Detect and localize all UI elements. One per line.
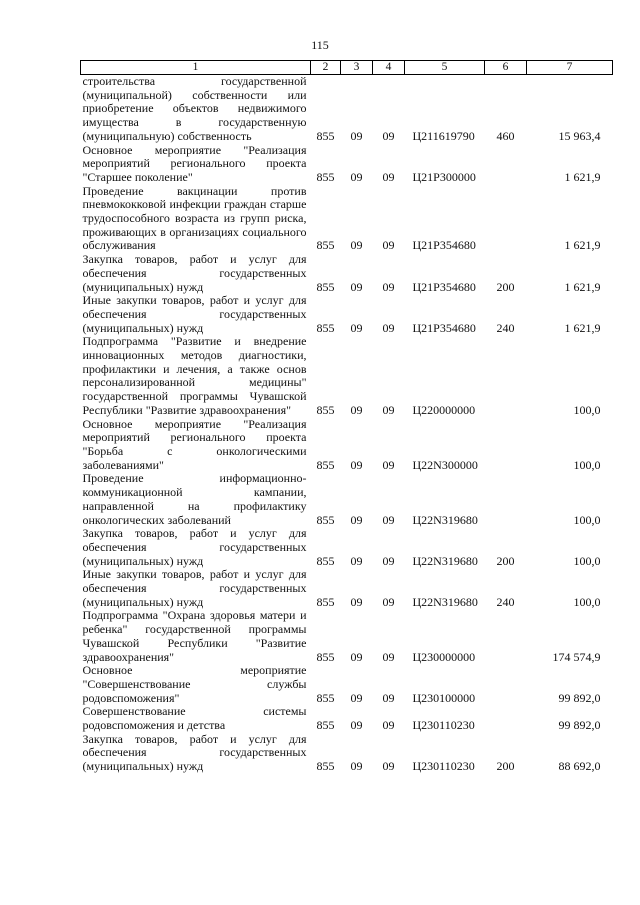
header-col-7: 7 <box>527 61 613 75</box>
row-subsection: 09 <box>382 238 395 253</box>
row-name: Подпрограмма "Развитие и внедрение инновационных методов диагностики, профилактики и лечения, а также основ персонализированной медицины" государственной программы Чувашской Республики "Развитие здравоохранения" <box>82 334 307 417</box>
row-section: 09 <box>350 594 363 609</box>
row-section: 09 <box>350 649 363 664</box>
row-target-article: Ц21P354680 <box>412 238 476 253</box>
table-row <box>81 733 613 774</box>
row-admin-code: 855 <box>316 238 335 253</box>
row-subsection: 09 <box>382 759 395 774</box>
row-name: Закупка товаров, работ и услуг для обеспечения государственных (муниципальных) нужд <box>82 731 307 774</box>
table-row <box>81 294 613 335</box>
row-expense-type: 460 <box>496 128 515 143</box>
row-subsection: 09 <box>382 553 395 568</box>
row-expense-type <box>485 418 527 473</box>
row-target-article: Ц22N319680 <box>412 553 478 568</box>
table-row <box>81 144 613 185</box>
row-section: 09 <box>350 238 363 253</box>
row-section: 09 <box>350 320 363 335</box>
row-target-article: Ц230110230 <box>412 718 475 733</box>
table-row <box>81 253 613 294</box>
row-admin-code: 855 <box>316 759 335 774</box>
table-row <box>81 75 613 144</box>
row-admin-code: 855 <box>316 649 335 664</box>
header-col-3: 3 <box>341 61 373 75</box>
row-expense-type <box>485 144 527 185</box>
row-name: Иные закупки товаров, работ и услуг для обеспечения государственных (муниципальных) нужд <box>82 293 307 335</box>
budget-table <box>80 60 613 774</box>
row-amount: 100,0 <box>573 457 601 472</box>
row-name: строительства государственной (муниципальной) собственности или приобретение объектов недвижимого имущества в государственную (муниципальную) собственность <box>82 74 307 143</box>
page-number: 115 <box>311 38 329 52</box>
row-section: 09 <box>350 553 363 568</box>
table-header <box>81 61 613 75</box>
row-name: Основное мероприятие "Совершенствование службы родовспоможения" <box>82 663 307 705</box>
row-name: Совершенствование системы родовспоможения и детства <box>82 704 307 733</box>
row-subsection: 09 <box>382 512 395 527</box>
row-target-article: Ц22N300000 <box>412 457 478 472</box>
row-amount: 88 692,0 <box>558 759 601 774</box>
row-amount: 100,0 <box>573 594 601 609</box>
row-admin-code: 855 <box>316 690 335 705</box>
row-amount: 99 892,0 <box>558 690 601 705</box>
row-expense-type <box>485 335 527 417</box>
row-target-article: Ц21P300000 <box>412 169 476 184</box>
row-target-article: Ц220000000 <box>412 402 476 417</box>
row-amount: 1 621,9 <box>564 320 601 335</box>
row-subsection: 09 <box>382 320 395 335</box>
table-row <box>81 527 613 568</box>
row-amount: 100,0 <box>573 512 601 527</box>
row-admin-code: 855 <box>316 553 335 568</box>
row-target-article: Ц22N319680 <box>412 594 478 609</box>
row-name: Подпрограмма "Охрана здоровья матери и ребенка" государственной программы Чувашской Республики "Развитие здравоохранения" <box>82 608 307 664</box>
row-admin-code: 855 <box>316 279 335 294</box>
row-admin-code: 855 <box>316 320 335 335</box>
row-expense-type <box>485 705 527 732</box>
row-section: 09 <box>350 718 363 733</box>
row-subsection: 09 <box>382 690 395 705</box>
row-name: Основное мероприятие "Реализация мероприятий регионального проекта "Борьба с онкологическими заболеваниями" <box>82 416 307 472</box>
header-col-4: 4 <box>373 61 405 75</box>
row-target-article: Ц230100000 <box>412 690 476 705</box>
header-row <box>81 61 613 75</box>
row-subsection: 09 <box>382 279 395 294</box>
table-row <box>81 609 613 664</box>
table-row <box>81 705 613 732</box>
row-target-article: Ц21P354680 <box>412 279 476 294</box>
row-name: Закупка товаров, работ и услуг для обеспечения государственных (муниципальных) нужд <box>82 252 307 294</box>
row-expense-type <box>485 664 527 705</box>
row-subsection: 09 <box>382 457 395 472</box>
row-amount: 15 963,4 <box>558 128 601 143</box>
row-admin-code: 855 <box>316 128 335 143</box>
table-row <box>81 568 613 609</box>
row-amount: 1 621,9 <box>564 238 601 253</box>
row-subsection: 09 <box>382 402 395 417</box>
row-expense-type <box>485 609 527 664</box>
row-admin-code: 855 <box>316 718 335 733</box>
row-admin-code: 855 <box>316 512 335 527</box>
row-subsection: 09 <box>382 594 395 609</box>
row-expense-type: 240 <box>496 594 515 609</box>
header-col-5: 5 <box>405 61 485 75</box>
table-row <box>81 664 613 705</box>
row-target-article: Ц230110230 <box>412 759 475 774</box>
row-section: 09 <box>350 279 363 294</box>
row-section: 09 <box>350 512 363 527</box>
header-col-1: 1 <box>81 61 311 75</box>
table-row <box>81 185 613 254</box>
table-body <box>81 75 613 774</box>
row-subsection: 09 <box>382 649 395 664</box>
row-section: 09 <box>350 402 363 417</box>
row-admin-code: 855 <box>316 457 335 472</box>
row-expense-type: 200 <box>496 279 515 294</box>
row-target-article: Ц230000000 <box>412 649 476 664</box>
row-amount: 100,0 <box>573 402 601 417</box>
row-target-article: Ц21P354680 <box>412 320 476 335</box>
row-amount: 100,0 <box>573 553 601 568</box>
row-section: 09 <box>350 128 363 143</box>
row-name: Основное мероприятие "Реализация мероприятий регионального проекта "Старшее поколение" <box>82 142 307 184</box>
row-target-article: Ц211619790 <box>412 128 475 143</box>
row-amount: 1 621,9 <box>564 169 601 184</box>
row-admin-code: 855 <box>316 402 335 417</box>
row-name: Закупка товаров, работ и услуг для обеспечения государственных (муниципальных) нужд <box>82 526 307 568</box>
row-section: 09 <box>350 169 363 184</box>
row-subsection: 09 <box>382 718 395 733</box>
row-section: 09 <box>350 759 363 774</box>
row-section: 09 <box>350 690 363 705</box>
row-expense-type <box>485 472 527 527</box>
row-name: Проведение информационно-коммуникационной кампании, направленной на профилактику онкологических заболеваний <box>82 471 307 527</box>
table-row <box>81 472 613 527</box>
row-amount: 99 892,0 <box>558 718 601 733</box>
row-admin-code: 855 <box>316 169 335 184</box>
row-section: 09 <box>350 457 363 472</box>
row-name: Иные закупки товаров, работ и услуг для обеспечения государственных (муниципальных) нужд <box>82 567 307 609</box>
row-expense-type: 240 <box>496 320 515 335</box>
row-name: Проведение вакцинации против пневмококковой инфекции граждан старше трудоспособного возраста из групп риска, проживающих в организациях социального обслуживания <box>82 183 307 253</box>
row-expense-type <box>485 185 527 254</box>
table-row <box>81 418 613 473</box>
row-target-article: Ц22N319680 <box>412 512 478 527</box>
row-admin-code: 855 <box>316 594 335 609</box>
row-amount: 174 574,9 <box>552 649 601 664</box>
row-subsection: 09 <box>382 169 395 184</box>
row-amount: 1 621,9 <box>564 279 601 294</box>
header-col-2: 2 <box>311 61 341 75</box>
table-row <box>81 335 613 417</box>
row-expense-type: 200 <box>496 553 515 568</box>
header-col-6: 6 <box>485 61 527 75</box>
row-subsection: 09 <box>382 128 395 143</box>
row-expense-type: 200 <box>496 759 515 774</box>
